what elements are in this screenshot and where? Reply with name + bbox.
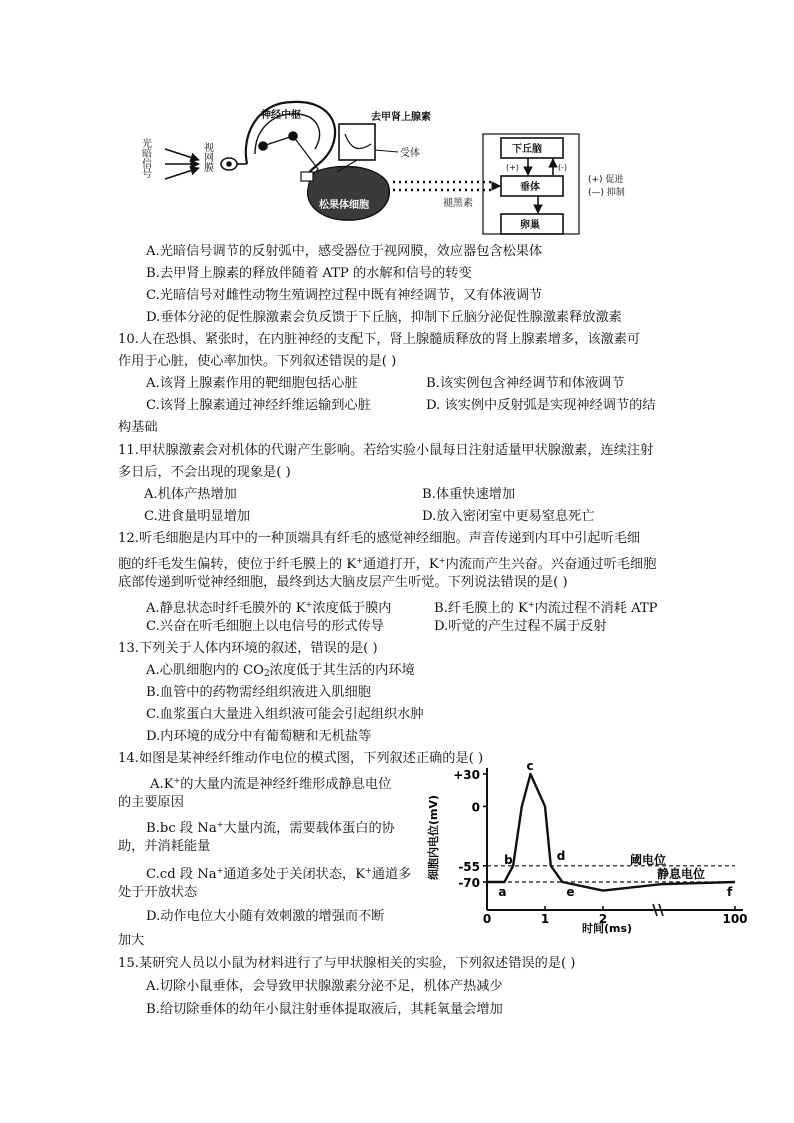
ovary-label: 卵巢 xyxy=(520,220,540,231)
y-tick-label: -70 xyxy=(458,876,480,890)
q11-stem-line2: 多日后，不会出现的现象是( ) xyxy=(118,465,291,480)
action-potential-chart xyxy=(425,760,750,935)
q12-option-c: C.兴奋在听毛细胞上以电信号的形式传导 xyxy=(146,619,384,634)
q12-a-part2: 浓度低于膜内 xyxy=(312,601,392,616)
q13-a-part1: A.心肌细胞内的 CO xyxy=(146,663,264,678)
q13-stem: 13.下列关于人体内环境的叙述，错误的是( ) xyxy=(118,641,378,656)
pituitary-label: 垂体 xyxy=(520,182,540,193)
superscript-plus: + xyxy=(356,556,363,565)
receptor-label: 受体 xyxy=(400,148,420,159)
q13-option-c: C.血浆蛋白大量进入组织液可能会引起组织水肿 xyxy=(146,707,424,722)
q13-option-d: D.内环境的成分中有葡萄糖和无机盐等 xyxy=(146,729,372,744)
q9-option-b: B.去甲肾上腺素的释放伴随着 ATP 的水解和信号的转变 xyxy=(146,266,472,281)
y-tick-label: -55 xyxy=(458,859,480,874)
q14-a-part1: A.K xyxy=(150,777,174,792)
nerve-center-label: 神经中枢 xyxy=(261,110,301,121)
y-tick-label: 0 xyxy=(471,800,480,815)
point-label-a: a xyxy=(498,885,507,899)
superscript-plus: + xyxy=(365,866,372,875)
q15-option-a: A.切除小鼠垂体，会导致甲状腺激素分泌不足，机体产热减少 xyxy=(146,979,503,994)
minus-label: (-) xyxy=(558,163,568,172)
superscript-plus: + xyxy=(527,600,535,609)
subscript-2: 2 xyxy=(263,669,270,679)
q12-stem2-part3: 内流而产生兴奋。兴奋通过听毛细胞 xyxy=(445,557,657,572)
q12-a-part1: A.静息状态时纤毛膜外的 K xyxy=(146,601,306,616)
q12-b-part2: 内流过程不消耗 ATP xyxy=(534,601,658,616)
x-axis-label: 时间(ms) xyxy=(582,922,633,935)
q14-option-b-cont: 助，并消耗能量 xyxy=(118,839,211,854)
q11-option-b: B.体重快速增加 xyxy=(422,487,516,502)
q14-stem: 14.如图是某神经纤维动作电位的模式图，下列叙述正确的是( ) xyxy=(118,751,484,766)
q15-stem: 15.某研究人员以小鼠为材料进行了与甲状腺相关的实验，下列叙述错误的是( ) xyxy=(118,956,576,971)
q10-option-c: C.该肾上腺素通过神经纤维运输到心脏 xyxy=(146,398,371,413)
q9-option-d: D.垂体分泌的促性腺激素会负反馈于下丘脑，抑制下丘脑分泌促性腺激素释放激素 xyxy=(146,310,622,325)
legend-promote: (+) 促进 xyxy=(588,175,624,185)
q14-c-part2: 通道多处于关闭状态，K xyxy=(223,867,366,882)
point-label-d: d xyxy=(556,848,566,863)
q10-option-d-cont: 构基础 xyxy=(118,420,158,435)
q12-stem-line3: 底部传递到听觉神经细胞，最终到达大脑皮层产生听觉。下列说法错误的是( ) xyxy=(118,575,568,590)
x-tick-label: 1 xyxy=(540,912,550,926)
superscript-plus: + xyxy=(173,776,181,785)
superscript-plus: + xyxy=(216,866,224,875)
q14-option-d-cont: 加大 xyxy=(118,933,145,948)
hypothalamus-label: 下丘脑 xyxy=(512,144,542,155)
retina-label: 视网膜 xyxy=(201,142,213,172)
q10-option-d: D. 该实例中反射弧是实现神经调节的结 xyxy=(426,398,656,413)
q10-stem-line2: 作用于心脏，使心率加快。下列叙述错误的是( ) xyxy=(118,354,397,369)
superscript-plus: + xyxy=(438,556,446,565)
regulation-diagram xyxy=(139,94,653,236)
q11-stem-line1: 11.甲状腺激素会对机体的代谢产生影响。若给实验小鼠每日注射适量甲状腺激素，连续注射 xyxy=(118,443,654,458)
q12-option-d: D.听觉的产生过程不属于反射 xyxy=(434,619,607,634)
x-tick-label: 2 xyxy=(598,912,608,926)
legend-inhibit: (—) 抑制 xyxy=(588,188,625,198)
q14-option-a-cont: 的主要原因 xyxy=(118,795,184,810)
q11-option-a: A.机体产热增加 xyxy=(144,487,237,502)
q13-option-b: B.血管中的药物需经组织液进入肌细胞 xyxy=(146,685,371,700)
x-tick-label: 0 xyxy=(482,912,492,926)
q14-b-part2: 大量内流，需要载体蛋白的协 xyxy=(223,821,395,836)
q14-option-a xyxy=(150,770,391,796)
q10-stem-line1: 10.人在恐惧、紧张时，在内脏神经的支配下，肾上腺髓质释放的肾上腺素增多，该激素可 xyxy=(118,332,641,347)
q14-option-c-cont: 处于开放状态 xyxy=(118,885,198,900)
y-tick-label: +30 xyxy=(453,768,480,782)
point-label-c: c xyxy=(526,759,534,773)
q14-c-part3: 通道多 xyxy=(371,867,412,882)
q14-b-part1: B.bc 段 Na xyxy=(146,821,217,836)
q13-a-part2: 浓度低于其生活的内环境 xyxy=(269,663,415,678)
point-label-f: f xyxy=(727,885,733,899)
resting-label: 静息电位 xyxy=(657,867,706,881)
y-axis-label: 细胞内电位(mV) xyxy=(427,794,440,880)
q12-stem2-part2: 通道打开，K xyxy=(362,557,439,572)
q11-option-d: D.放入密闭室中更易窒息死亡 xyxy=(422,509,595,524)
q12-stem-line1: 12.听毛细胞是内耳中的一种顶端具有纤毛的感觉神经细胞。声音传递到内耳中引起听毛细 xyxy=(118,531,641,546)
q14-a-part2: 的大量内流是神经纤维形成静息电位 xyxy=(180,777,392,792)
q9-option-c: C.光暗信号对雌性动物生殖调控过程中既有神经调节，又有体液调节 xyxy=(146,288,543,303)
point-label-b: b xyxy=(504,852,513,867)
norepinephrine-label: 去甲肾上腺素 xyxy=(371,112,431,123)
light-signal-label: 光暗信号 xyxy=(139,138,151,178)
q11-option-c: C.进食量明显增加 xyxy=(144,509,251,524)
q9-option-a: A.光暗信号调节的反射弧中，感受器位于视网膜，效应器包含松果体 xyxy=(146,244,543,259)
x-tick-label: 100 xyxy=(722,912,748,926)
q14-c-part1: C.cd 段 Na xyxy=(146,867,217,882)
q10-option-a: A.该肾上腺素作用的靶细胞包括心脏 xyxy=(146,376,358,391)
q14-option-d: D.动作电位大小随有效刺激的增强而不断 xyxy=(146,909,385,924)
plus-label: (+) xyxy=(506,163,519,172)
superscript-plus: + xyxy=(216,820,224,829)
q10-option-b: B.该实例包含神经调节和体液调节 xyxy=(426,376,625,391)
q15-option-b: B.给切除垂体的幼年小鼠注射垂体提取液后，其耗氧量会增加 xyxy=(146,1002,503,1017)
superscript-plus: + xyxy=(305,600,313,609)
pineal-cell-label: 松果体细胞 xyxy=(319,200,369,211)
point-label-e: e xyxy=(566,885,575,899)
q12-b-part1: B.纤毛膜上的 K xyxy=(434,601,528,616)
q12-stem2-part1: 胞的纤毛发生偏转，使位于纤毛膜上的 K xyxy=(118,557,357,572)
threshold-label: 阈电位 xyxy=(630,853,667,867)
melatonin-label: 褪黑素 xyxy=(443,198,473,209)
